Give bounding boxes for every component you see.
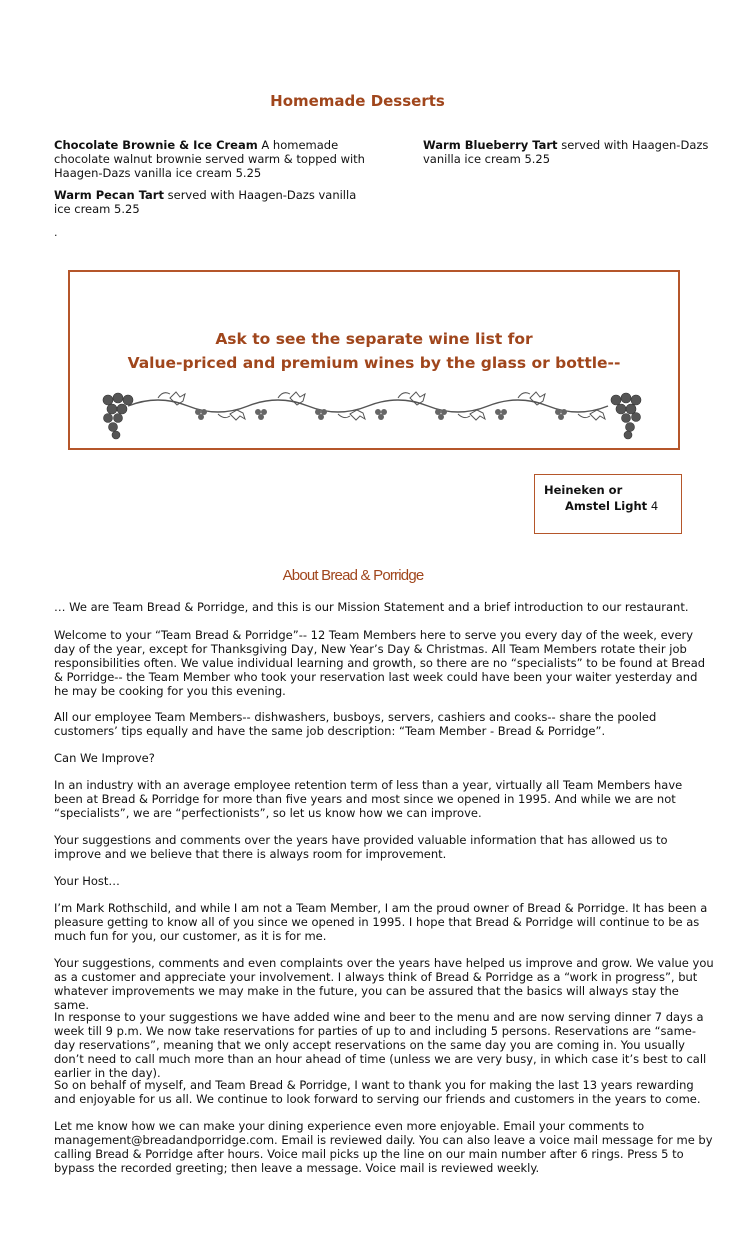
about-paragraph: Your Host…	[54, 874, 120, 888]
dessert-name: Warm Pecan Tart	[54, 188, 164, 202]
desserts-title: Homemade Desserts	[270, 92, 445, 110]
grape-vine-icon	[98, 384, 654, 445]
about-paragraph: Let me know how we can make your dining experience even more enjoyable. Email your comments to management@breadandporridge.com. Email is reviewed daily. You can also leave a voice mail message for me by calling Bread & Porridge after hours. Voice mail picks up the line on our main number after 6 rings. Press 5 to bypass the recorded greeting; then leave a message. Voice mail is reviewed weekly.	[54, 1119, 713, 1175]
dessert-name: Warm Blueberry Tart	[423, 138, 558, 152]
grape-cluster-icon	[103, 393, 133, 439]
dessert-item	[54, 188, 374, 216]
wine-line-2: Value-priced and premium wines by the glass or bottle--	[127, 354, 621, 372]
about-paragraph: Can We Improve?	[54, 751, 155, 765]
grape-cluster-icon	[611, 393, 641, 439]
dessert-desc: served with Haagen-Dazs vanilla ice cream 5.25	[54, 188, 357, 216]
vine-leaves	[170, 392, 605, 420]
about-paragraph: All our employee Team Members-- dishwashers, busboys, servers, cashiers and cooks-- share the pooled customers’ tips equally and have the same job description: “Team Member - Bread & Porridge”.	[54, 710, 657, 738]
wine-message	[70, 327, 678, 375]
beer-line-2	[565, 499, 658, 513]
about-paragraph: I’m Mark Rothschild, and while I am not a Team Member, I am the proud owner of Bread & Porridge. It has been a pleasure getting to know all of you since we opened in 1995. I hope that Bread & Porridge will continue to be as much fun for you, our customer, as it is for me.	[54, 901, 708, 943]
beer-price: 4	[650, 499, 659, 513]
about-paragraph: Your suggestions, comments and even complaints over the years have helped us improve and grow. We value you as a customer and appreciate your involvement. I always think of Bread & Porridge as a “work in progress”, but whatever improvements we may make in the future, you can be assured that the basics will always stay the same.	[54, 956, 714, 1012]
about-paragraph: Welcome to your “Team Bread & Porridge”-- 12 Team Members here to serve you every day of the week, every day of the year, except for Thanksgiving Day, New Year’s Day & Christmas. All Team Members rotate their job responsibilities often. We value individual learning and growth, so there are no “specialists” to be found at Bread & Porridge-- the Team Member who took your reservation last week could have been your waiter yesterday and he may be cooking for you this evening.	[54, 628, 706, 698]
dessert-item	[54, 138, 374, 180]
trailing-dot: .	[54, 226, 58, 239]
dessert-name: Chocolate Brownie & Ice Cream	[54, 138, 258, 152]
about-paragraph: In an industry with an average employee retention term of less than a year, virtually all Team Members have been at Bread & Porridge for more than five years and most since we opened in 1995. And while we are not “specialists”, we are “perfectionists”, so let us know how we can improve.	[54, 778, 683, 820]
small-grapes	[195, 409, 567, 420]
about-title: About Bread & Porridge	[282, 567, 424, 584]
wine-line-1: Ask to see the separate wine list for	[215, 330, 533, 348]
about-paragraph: In response to your suggestions we have added wine and beer to the menu and are now serving dinner 7 days a week till 9 p.m. We now take reservations for parties of up to and including 5 persons. Reservations are “same-day reservations”, meaning that we only accept reservations on the same day you are coming in. You usually don’t need to call much more than an hour ahead of time (unless we are very busy, in which case it’s best to call earlier in the day).	[54, 1010, 707, 1080]
about-paragraph: Your suggestions and comments over the years have provided valuable information that has allowed us to improve and we believe that there is always room for improvement.	[54, 833, 668, 861]
dessert-desc: served with Haagen-Dazs vanilla ice cream 5.25	[423, 138, 709, 166]
dessert-item	[423, 138, 713, 166]
beer-line-1: Heineken or	[544, 483, 623, 497]
about-paragraph: … We are Team Bread & Porridge, and this is our Mission Statement and a brief introduction to our restaurant.	[54, 600, 689, 614]
beer-box	[534, 474, 682, 534]
dessert-desc: A homemade chocolate walnut brownie served warm & topped with Haagen-Dazs vanilla ice cream 5.25	[54, 138, 365, 180]
wine-list-box	[68, 270, 680, 450]
beer-name: Amstel Light	[565, 499, 648, 513]
about-paragraph: So on behalf of myself, and Team Bread & Porridge, I want to thank you for making the last 13 years rewarding and enjoyable for us all. We continue to look forward to serving our friends and customers in the years to come.	[54, 1078, 701, 1106]
